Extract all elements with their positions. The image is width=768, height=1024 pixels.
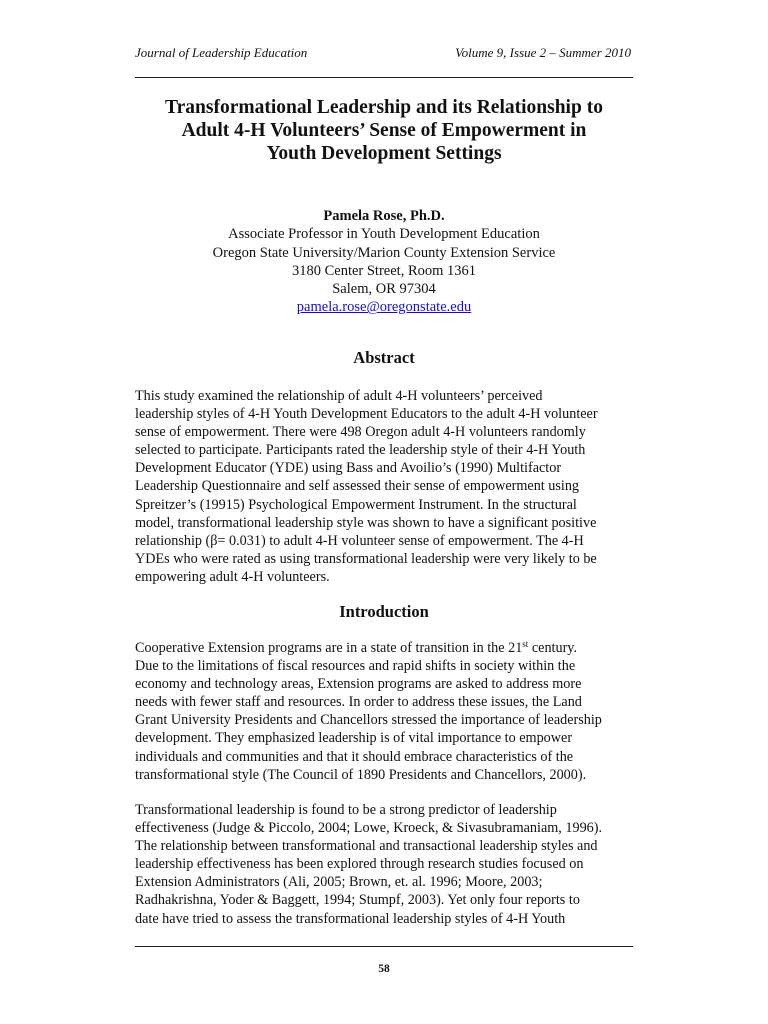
intro-line: date have tried to assess the transformational leadership styles of 4-H Youth — [135, 910, 566, 927]
author-position: Associate Professor in Youth Development Education — [228, 226, 540, 243]
abstract-heading: Abstract — [353, 348, 415, 367]
header-rule — [135, 77, 633, 78]
intro-line: Radhakrishna, Yoder & Baggett, 1994; Stumpf, 2003). Yet only four reports to — [135, 892, 580, 909]
author-email-link[interactable]: pamela.rose@oregonstate.edu — [296, 299, 472, 316]
abstract-paragraph — [135, 387, 633, 586]
abstract-line: relationship (β= 0.031) to adult 4-H volunteer sense of empowerment. The 4-H — [135, 532, 584, 549]
running-header — [135, 45, 631, 61]
abstract-line: leadership styles of 4-H Youth Development Educators to the adult 4-H volunteer — [135, 406, 598, 423]
author-city: Salem, OR 97304 — [332, 281, 436, 298]
title-line: Adult 4-H Volunteers’ Sense of Empowerment in — [181, 120, 587, 141]
abstract-line: Spreitzer’s (19915) Psychological Empowerment Instrument. In the structural — [135, 496, 577, 513]
intro-line: Grant University Presidents and Chancellors stressed the importance of leadership — [135, 712, 602, 729]
journal-name: Journal of Leadership Education — [135, 45, 308, 60]
introduction-heading: Introduction — [339, 602, 429, 621]
abstract-line: Leadership Questionnaire and self assessed their sense of empowerment using — [135, 478, 580, 495]
abstract-line: selected to participate. Participants rated the leadership style of their 4-H Youth — [135, 442, 586, 459]
abstract-line: model, transformational leadership style was shown to have a significant positive — [135, 514, 597, 531]
author-street: 3180 Center Street, Room 1361 — [291, 262, 477, 279]
article-title — [135, 96, 633, 165]
intro-first-line — [135, 639, 633, 657]
abstract-line: empowering adult 4-H volunteers. — [135, 568, 330, 585]
intro-line: needs with fewer staff and resources. In order to address these issues, the Land — [135, 694, 582, 711]
intro-line: transformational style (The Council of 1890 Presidents and Chancellors, 2000). — [135, 766, 587, 783]
intro-line: Extension Administrators (Ali, 2005; Brown, et. al. 1996; Moore, 2003; — [135, 874, 543, 891]
author-name: Pamela Rose, Ph.D. — [323, 208, 445, 224]
intro-line: effectiveness (Judge & Piccolo, 2004; Lowe, Kroeck, & Sivasubramaniam, 1996). — [135, 820, 603, 837]
introduction-paragraph-1 — [135, 639, 633, 784]
title-line: Transformational Leadership and its Relationship to — [165, 97, 603, 118]
footer-rule — [135, 946, 633, 947]
intro-line: development. They emphasized leadership is of vital importance to empower — [135, 730, 573, 747]
page-number: 58 — [378, 963, 390, 975]
author-block — [135, 207, 633, 317]
intro-line: The relationship between transformational and transactional leadership styles and — [135, 838, 598, 855]
title-line: Youth Development Settings — [266, 143, 502, 164]
intro-line: economy and technology areas, Extension programs are asked to address more — [135, 676, 582, 693]
issue-info: Volume 9, Issue 2 – Summer 2010 — [455, 45, 631, 60]
abstract-line: sense of empowerment. There were 498 Oregon adult 4-H volunteers randomly — [135, 424, 586, 441]
introduction-paragraph-2 — [135, 801, 633, 928]
intro-first-text: Cooperative Extension programs are in a state of transition in the 21 — [135, 640, 523, 656]
intro-line: individuals and communities and that it should embrace characteristics of the — [135, 748, 574, 765]
abstract-line: This study examined the relationship of adult 4-H volunteers’ perceived — [135, 388, 543, 404]
intro-line: Transformational leadership is found to be a strong predictor of leadership — [135, 802, 557, 818]
ordinal-superscript: st — [522, 639, 529, 649]
author-affiliation: Oregon State University/Marion County Extension Service — [212, 244, 556, 261]
abstract-line: Development Educator (YDE) using Bass and Avoilio’s (1990) Multifactor — [135, 460, 562, 477]
abstract-line: YDEs who were rated as using transformational leadership were very likely to be — [135, 550, 597, 567]
intro-first-tail: century. — [528, 640, 578, 656]
intro-line: leadership effectiveness has been explored through research studies focused on — [135, 856, 584, 873]
intro-line: Due to the limitations of fiscal resources and rapid shifts in society within the — [135, 658, 576, 675]
